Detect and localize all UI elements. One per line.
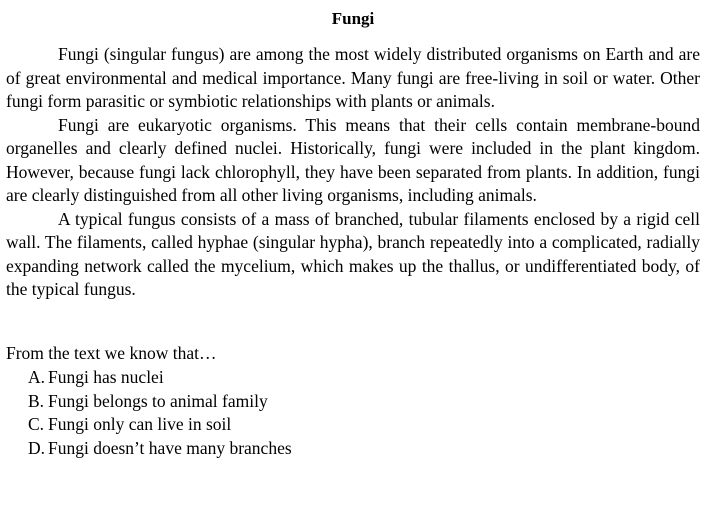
option-letter: B.: [28, 390, 45, 411]
list-item[interactable]: [6, 413, 700, 437]
question-block: [6, 342, 700, 461]
answer-options: [6, 366, 700, 460]
option-letter: A.: [28, 367, 46, 387]
page-title: Fungi: [331, 9, 375, 28]
passage-paragraph-2: Fungi are eukaryotic organisms. This means that their cells contain membrane-bound organelles and clearly defined nuclei. Historically, fungi were included in the plant kingdom. However, because fungi lack chlorophyll, they have been separated from plants. In addition, fungi are clearly distinguished from all other living organisms, including animals.: [6, 114, 700, 205]
reading-passage: [6, 43, 700, 302]
list-item[interactable]: [6, 366, 700, 390]
passage-paragraph-3: A typical fungus consists of a mass of branched, tubular filaments enclosed by a rigid cell wall. The filaments, called hyphae (singular hypha), branch repeatedly into a complicated, radially expanding network called the mycelium, which makes up the thallus, or undifferentiated body, of the typical fungus.: [6, 208, 700, 299]
option-text: Fungi has nuclei: [48, 367, 164, 387]
option-text: Fungi doesn’t have many branches: [48, 437, 292, 458]
option-text: Fungi only can live in soil: [48, 414, 232, 434]
option-letter: D.: [28, 437, 46, 458]
question-stem: From the text we know that…: [6, 342, 217, 363]
option-letter: C.: [28, 414, 45, 434]
list-item[interactable]: [6, 390, 700, 414]
list-item[interactable]: [6, 437, 700, 461]
option-text: Fungi belongs to animal family: [48, 390, 268, 411]
passage-paragraph-1: Fungi (singular fungus) are among the most widely distributed organisms on Earth and are of great environmental and medical importance. Many fungi are free-living in soil or water. Other fungi form parasitic or symbiotic relationships with plants or animals.: [6, 44, 700, 111]
